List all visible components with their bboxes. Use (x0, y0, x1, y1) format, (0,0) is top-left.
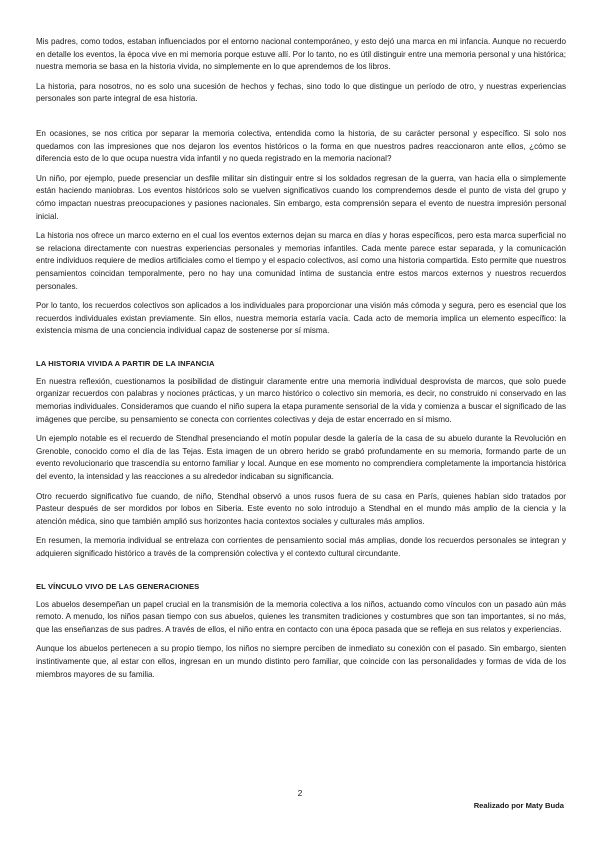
paragraph: Aunque los abuelos pertenecen a su propio tiempo, los niños no siempre perciben de inmediato su conexión con el pasado. Sin embargo, sienten instintivamente que, al estar con ellos, ingresan en un mundo distinto pero familiar, que coincide con las personalidades y formas de vida de los miembros mayores de su familia. (36, 644, 566, 679)
page-number: 2 (297, 788, 303, 798)
paragraph: La historia nos ofrece un marco externo en el cual los eventos externos dejan su marca en días y horas específicos, pero esta marca superficial no se relaciona directamente con nuestras experiencias personales y memorias infantiles. Cada mente parece estar separada, y la comunicación entre individuos requiere de medios artificiales como el tiempo y el espacio colectivos, así como una historia compartida. Esto permite que nuestros pensamientos coincidan temporalmente, pero no hay una comunidad íntima de sustancia entre estos marcos externos y nuestros recuerdos personales. (36, 231, 566, 291)
paragraph: La historia, para nosotros, no es solo una sucesión de hechos y fechas, sino todo lo que distingue un período de otro, y nuestras experiencias personales son parte integral de esa historia. (36, 81, 566, 104)
section-heading: EL VÍNCULO VIVO DE LAS GENERACIONES (36, 581, 200, 591)
paragraph: Por lo tanto, los recuerdos colectivos son aplicados a los individuales para proporcionar una visión más cómoda y segura, pero es esencial que los recuerdos individuales existan previamente. Sin ellos, nuestra memoria estaría vacía. Cada acto de memoria implica un elemento específico: la existencia misma de una conciencia individual capaz de sostenerse por sí misma. (36, 301, 566, 336)
paragraph: Otro recuerdo significativo fue cuando, de niño, Stendhal observó a unos rusos fuera de su casa en París, quienes habían sido tratados por Pasteur después de ser mordidos por lobos en Siberia. Este evento no solo introdujo a Stendhal en el mundo más amplio de la ciencia y la atención médica, sino que también amplió sus horizontes hacia contextos sociales y culturales más amplios. (36, 491, 566, 526)
paragraph: Un niño, por ejemplo, puede presenciar un desfile militar sin distinguir entre si los soldados regresan de la guerra, van hacia ella o simplemente están haciendo maniobras. Los eventos históricos solo se vuelven significativos cuando los comprendemos desde el punto de vista del grupo y cómo impactan nuestras preocupaciones y pasiones nacionales. Sin embargo, esta comprensión separa el evento de nuestra impresión personal inicial. (36, 173, 566, 221)
paragraph: En ocasiones, se nos critica por separar la memoria colectiva, entendida como la historia, de su carácter personal y específico. Si solo nos quedamos con las impresiones que nos dejaron los eventos históricos o la forma en que nuestros padres reaccionaron ante ellos, ¿cómo se diferencia esto de lo que ocupa nuestra vida infantil y no queda registrado en la memoria nacional? (36, 128, 566, 164)
author-credit: Realizado por Maty Buda (473, 801, 564, 810)
document-body (36, 36, 566, 681)
paragraph: Los abuelos desempeñan un papel crucial en la transmisión de la memoria colectiva a los niños, actuando como vínculos con un pasado aún más remoto. A menudo, los niños pasan tiempo con sus abuelos, quienes les transmiten tradiciones y costumbres que son tan importantes, si no más, que las enseñanzas de sus padres. A través de ellos, el niño entra en contacto con una época pasada que se refleja en sus relatos y experiencias. (36, 599, 566, 634)
paragraph: En resumen, la memoria individual se entrelaza con corrientes de pensamiento social más amplias, donde los recuerdos personales se integran y adquieren significado histórico a través de la comprensión colectiva y el contexto cultural circundante. (36, 536, 566, 558)
section-heading: LA HISTORIA VIVIDA A PARTIR DE LA INFANCIA (36, 358, 215, 368)
paragraph: En nuestra reflexión, cuestionamos la posibilidad de distinguir claramente entre una memoria individual desprovista de marcos, que solo puede organizar recuerdos con palabras y nociones prácticas, y un marco histórico o colectivo sin memoria, es decir, no construido ni conservado en las memorias individuales. Consideramos que cuando el niño supera la etapa puramente sensorial de la vida y comienza a buscar el significado de las imágenes que percibe, su pensamiento se conecta con corrientes colectivas y deja de estar encerrado en sí mismo. (36, 376, 566, 424)
paragraph: Un ejemplo notable es el recuerdo de Stendhal presenciando el motín popular desde la galería de la casa de su abuelo durante la Revolución en Grenoble, conocido como el día de las Tejas. Esta imagen de un obrero herido se grabó profundamente en su memoria, formando parte de un evento revolucionario que trascendía su entorno familiar y local. Aunque en ese momento no comprendiera completamente la importancia histórica del evento, la intensidad y las reacciones a su alrededor indicaban su significancia. (36, 434, 566, 482)
paragraph: Mis padres, como todos, estaban influenciados por el entorno nacional contemporáneo, y esto dejó una marca en mi infancia. Aunque no recuerdo en detalle los eventos, la época vive en mi memoria porque estuve allí. Por lo tanto, no es útil distinguir entre una memoria personal y una histórica; nuestra memoria se basa en la historia vivida, no simplemente en lo que aprendemos de los libros. (36, 37, 566, 72)
